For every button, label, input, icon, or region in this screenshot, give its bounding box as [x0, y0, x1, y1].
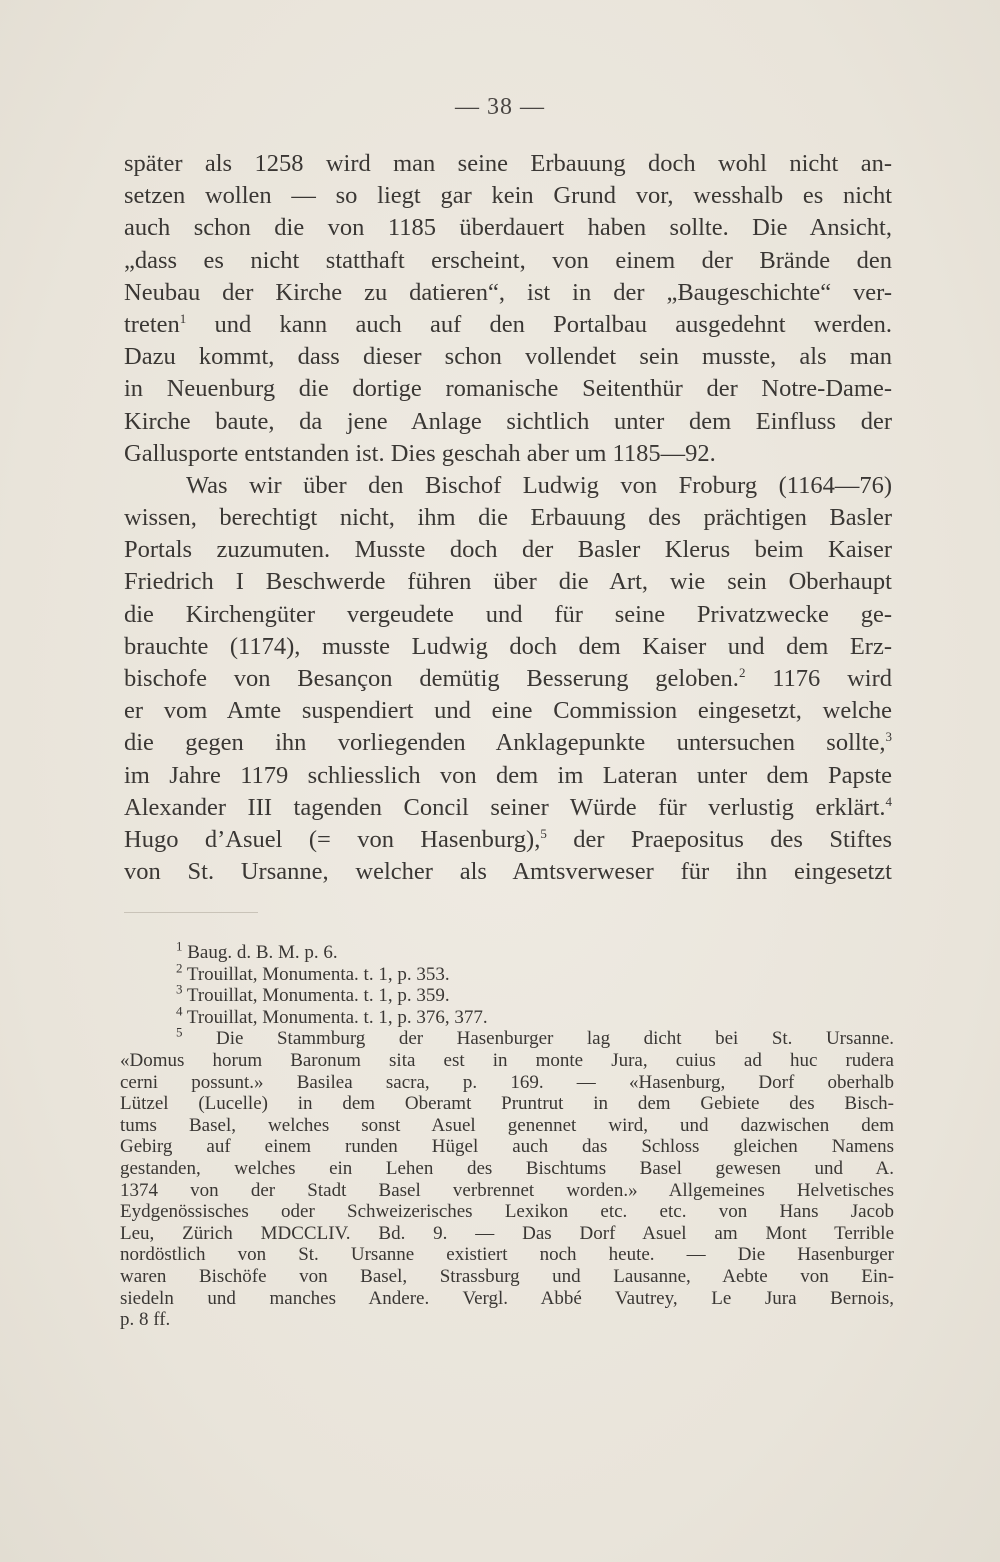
footnote-text: Trouillat, Monumenta. t. 1, p. 359.: [186, 985, 450, 1007]
footnotes: [120, 938, 895, 1331]
text-line: [124, 663, 892, 695]
footnote-ref: 2: [738, 664, 746, 680]
footnote-line: «Domus horum Baronum sita est in monte Jura, cuius ad huc rudera: [120, 1049, 894, 1071]
text-line: von St. Ursanne, welcher als Amtsverweser für ihn eingesetzt: [124, 858, 892, 886]
footnote-4: [120, 1003, 894, 1029]
text-fragment: die gegen ihn vorliegenden Anklagepunkte untersuchen sollte,: [124, 729, 886, 757]
text-line: in Neuenburg die dortige romanische Seitenthür der Notre-Dame-: [124, 375, 892, 403]
text-line: Friedrich I Beschwerde führen über die Art, wie sein Oberhaupt: [124, 568, 892, 596]
main-text: [124, 148, 892, 888]
footnote-marker: 5: [176, 1025, 183, 1041]
text-fragment: bischofe von Besançon demütig Besserung geloben.: [124, 665, 739, 692]
text-fragment: treten: [124, 310, 180, 338]
text-line: auch schon die von 1185 überdauert haben sollte. Die Ansicht,: [124, 214, 892, 242]
footnote-marker: 2: [176, 960, 183, 976]
footnote-ref: 5: [540, 825, 547, 841]
footnote-line: Lützel (Lucelle) in dem Oberamt Pruntrut in dem Gebiete des Bisch-: [120, 1093, 894, 1115]
text-fragment: 1176 wird: [772, 665, 892, 692]
footnote-2: [120, 960, 894, 986]
text-line: [124, 309, 892, 341]
footnote-line: gestanden, welches ein Lehen des Bischtums Basel gewesen und A.: [120, 1157, 894, 1179]
footnote-text: Trouillat, Monumenta. t. 1, p. 376, 377.: [186, 1006, 488, 1028]
text-fragment: der Praepositus des Stiftes: [573, 825, 892, 853]
footnote-line: Eydgenössisches oder Schweizerisches Lexikon etc. etc. von Hans Jacob: [120, 1201, 894, 1223]
footnote-line: siedeln und manches Andere. Vergl. Abbé Vautrey, Le Jura Bernois,: [120, 1287, 894, 1309]
text-line: Dazu kommt, dass dieser schon vollendet sein musste, als man: [124, 343, 892, 371]
footnote-ref: 4: [885, 793, 892, 809]
footnote-line: Gebirg auf einem runden Hügel auch das Schloss gleichen Namens: [120, 1136, 894, 1158]
footnote-marker: 1: [176, 938, 183, 954]
page-number: — 38 —: [455, 94, 545, 120]
text-line: er vom Amte suspendiert und eine Commission eingesetzt, welche: [124, 697, 892, 725]
text-line: Was wir über den Bischof Ludwig von Froburg (1164—76): [186, 471, 892, 499]
footnote-line: 1374 von der Stadt Basel verbrennet worden.» Allgemeines Helvetisches: [120, 1179, 894, 1201]
footnote-1: [120, 938, 894, 964]
text-line: im Jahre 1179 schliesslich von dem im Lateran unter dem Papste: [124, 761, 892, 789]
text-line: Portals zuzumuten. Musste doch der Basler Klerus beim Kaiser: [124, 536, 892, 564]
footnote-5: [120, 1025, 895, 1050]
text-line: die Kirchengüter vergeudete und für seine Privatzwecke ge-: [124, 600, 892, 628]
footnote-line: cerni possunt.» Basilea sacra, p. 169. — «Hasenburg, Dorf oberhalb: [120, 1071, 894, 1093]
text-fragment: Alexander III tagenden Concil seiner Würde für verlustig erklärt.: [124, 793, 886, 821]
footnote-text: Die Stammburg der Hasenburger lag dicht bei St. Ursanne.: [216, 1028, 895, 1050]
text-line: „dass es nicht statthaft erscheint, von einem der Brände den: [124, 246, 892, 274]
text-line: setzen wollen — so liegt gar kein Grund vor, wesshalb es nicht: [124, 182, 892, 210]
footnote-marker: 4: [176, 1003, 183, 1019]
footnote-ref: 1: [179, 310, 187, 326]
footnote-marker: 3: [176, 981, 183, 997]
text-line: später als 1258 wird man seine Erbauung doch wohl nicht an-: [124, 150, 892, 177]
footnote-ref: 3: [885, 729, 892, 745]
text-line: wissen, berechtigt nicht, ihm die Erbauung des prächtigen Basler: [124, 504, 892, 532]
footnote-divider: [124, 912, 258, 913]
footnote-3: [120, 981, 894, 1007]
footnote-line: waren Bischöfe von Basel, Strassburg und Lausanne, Aebte von Ein-: [120, 1265, 894, 1287]
footnote-line: nordöstlich von St. Ursanne existiert noch heute. — Die Hasenburger: [120, 1244, 894, 1266]
text-line: [124, 824, 892, 856]
text-line: brauchte (1174), musste Ludwig doch dem Kaiser und dem Erz-: [124, 632, 892, 660]
text-line: [124, 792, 892, 824]
text-fragment: und kann auch auf den Portalbau ausgedehnt werden.: [214, 310, 892, 338]
text-line: Neubau der Kirche zu datieren“, ist in der „Baugeschichte“ ver-: [124, 278, 892, 306]
footnote-text: Baug. d. B. M. p. 6.: [187, 942, 338, 963]
footnote-line: Leu, Zürich MDCCLIV. Bd. 9. — Das Dorf Asuel am Mont Terrible: [120, 1222, 894, 1244]
text-line: Kirche baute, da jene Anlage sichtlich unter dem Einfluss der: [124, 407, 892, 435]
footnote-line: tums Basel, welches sonst Asuel genennet wird, und dazwischen dem: [120, 1114, 894, 1136]
footnote-text: Trouillat, Monumenta. t. 1, p. 353.: [186, 963, 450, 985]
text-line: Gallusporte entstanden ist. Dies geschah aber um 1185—92.: [124, 439, 716, 467]
text-fragment: Hugo d’Asuel (= von Hasenburg),: [124, 825, 541, 853]
text-line: [124, 727, 892, 759]
footnote-line: p. 8 ff.: [120, 1309, 171, 1331]
